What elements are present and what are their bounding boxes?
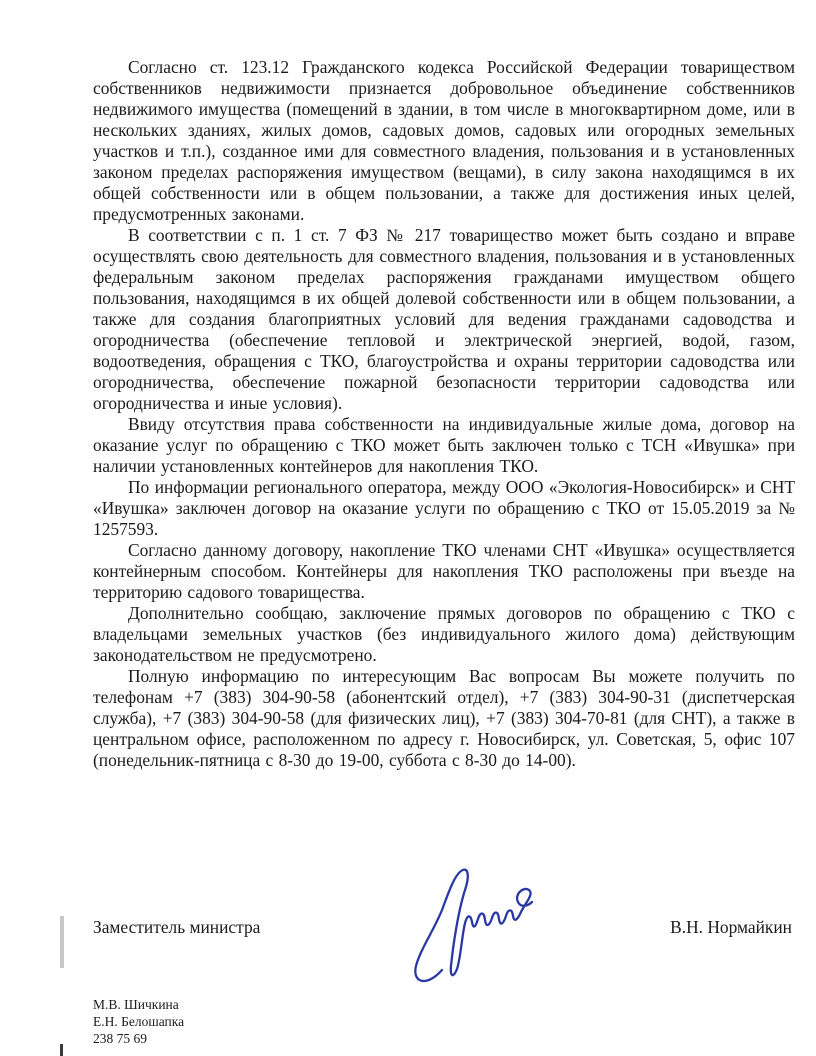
paragraph-3: Ввиду отсутствия права собственности на индивидуальные жилые дома, договор на оказание услуг по обращению с ТКО может быть заключен только с ТСН «Ивушка» при наличии установленных контейнеров для накопления ТКО.	[93, 414, 795, 476]
paragraph-4: По информации регионального оператора, между ООО «Экология-Новосибирск» и СНТ «Ивушка» заключен договор на оказание услуги по обращению с ТКО от 15.05.2019 за № 1257593.	[93, 477, 795, 539]
footer-executor-1: М.В. Шичкина	[93, 997, 179, 1012]
signer-title: Заместитель министра	[93, 917, 261, 937]
footer-phone: 238 75 69	[93, 1031, 147, 1046]
paragraph-6: Дополнительно сообщаю, заключение прямых договоров по обращению с ТКО с владельцами земельных участков (без индивидуального жилого дома) действующим законодательством не предусмотрено.	[93, 603, 795, 665]
paragraph-1: Согласно ст. 123.12 Гражданского кодекса Российской Федерации товариществом собственников недвижимости признается добровольное объединение собственников недвижимого имущества (помещений в здании, в том числе в многоквартирном доме, или в нескольких зданиях, жилых домов, садовых домов, садовых или огородных земельных участков и т.п.), созданное ими для совместного владения, пользования и в установленных законом пределах распоряжения имуществом (вещами), в силу закона находящимся в их общей собственности или в общем пользовании, а также для достижения иных целей, предусмотренных законами.	[93, 57, 795, 224]
paragraph-5: Согласно данному договору, накопление ТКО членами СНТ «Ивушка» осуществляется контейнерным способом. Контейнеры для накопления ТКО расположены при въезде на территорию садового товарищества.	[93, 540, 795, 602]
paragraph-7: Полную информацию по интересующим Вас вопросам Вы можете получить по телефонам +7 (383) 304-90-58 (абонентский отдел), +7 (383) 304-90-31 (диспетчерская служба), +7 (383) 304-90-58 (для физических лиц), +7 (383) 304-70-81 (для СНТ), а также в центральном офисе, расположенном по адресу г. Новосибирск, ул. Советская, 5, офис 107 (понедельник-пятница с 8-30 до 19-00, суббота с 8-30 до 14-00).	[93, 666, 795, 770]
footer-executor-2: Е.Н. Белошапка	[93, 1014, 185, 1029]
signature-row	[93, 917, 792, 938]
letter-body	[93, 57, 795, 771]
paragraph-2: В соответствии с п. 1 ст. 7 ФЗ № 217 товарищество может быть создано и вправе осуществлять свою деятельность для совместного владения, пользования и в установленных федеральным законом пределах распоряжения гражданами имуществом общего пользования, находящимся в их общей долевой собственности или в общем пользовании, а также для создания благоприятных условий для ведения гражданами садоводства и огородничества (обеспечение тепловой и электрической энергией, водой, газом, водоотведения, обращения с ТКО, благоустройства и охраны территории садоводства или огородничества, обеспечение пожарной безопасности территории садоводства или огородничества и иные условия).	[93, 225, 795, 413]
scan-artifact-smudge	[60, 916, 64, 968]
footer-contacts	[93, 996, 184, 1047]
signer-name: В.Н. Нормайкин	[670, 917, 792, 937]
scan-artifact-edge	[60, 1044, 63, 1056]
